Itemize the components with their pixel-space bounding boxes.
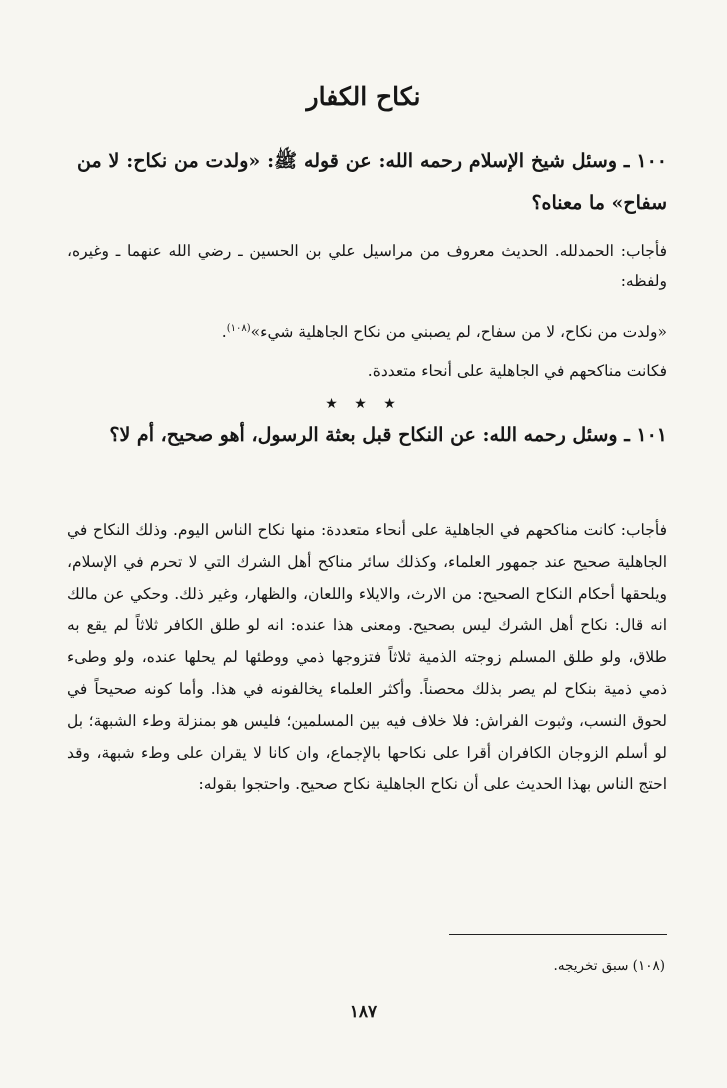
footnote: (١٠٨) سبق تخريجه.	[553, 958, 665, 974]
hadith-quote-text: «ولدت من نكاح، لا من سفاح، لم يصبني من نكاح الجاهلية شيء»	[250, 323, 667, 342]
answer-100-paragraph: فأجاب: الحمدلله. الحديث معروف من مراسيل علي بن الحسين ـ رضي الله عنهما ـ وغيره، ولفظه:	[67, 242, 667, 290]
footnote-reference: (١٠٨)	[226, 323, 251, 334]
answer-101-paragraph	[67, 515, 667, 801]
page-number: ١٨٧	[349, 1002, 378, 1022]
hadith-quote-end: .	[221, 323, 227, 342]
page-title: نكاح الكفار	[306, 82, 421, 111]
footnote-divider	[449, 934, 667, 935]
hadith-quote-line	[67, 314, 667, 347]
question-100-heading: ١٠٠ ـ وسئل شيخ الإسلام رحمه الله: عن قوله ﷺ: «ولدت من نكاح: لا من سفاح» ما معناه؟	[77, 150, 667, 214]
practices-line: فكانت مناكحهم في الجاهلية على أنحاء متعددة.	[367, 362, 667, 380]
section-separator: ★ ★ ★	[325, 396, 402, 412]
answer-101-text: فأجاب: كانت مناكحهم في الجاهلية على أنحاء متعددة: منها نكاح الناس اليوم. وذلك النكاح في الجاهلية صحيح عند جمهور العلماء، وكذلك سائر مناكح أهل الشرك التي لا تحرم في الإسلام، ويلحقها أحكام النكاح الصحيح: من الارث، والايلاء واللعان، والظهار، وغير ذلك. وحكي عن مالك انه قال: نكاح أهل الشرك ليس بصحيح. ومعنى هذا عنده: انه لو طلق الكافر ثلاثاً لم يقع به طلاق، ولو طلق المسلم زوجته الذمية ثلاثاً فتزوجها ذمي ووطئها لم يحلها عنده، ولو وطىء ذمي ذمية بنكاح لم يصر بذلك محصناً. وأكثر العلماء يخالفونه في هذا. وأما كونه صحيحاً في لحوق النسب، وثبوت الفراش: فلا خلاف فيه بين المسلمين؛ فليس هو بمنزلة وطء الشبهة؛ بل لو أسلم الزوجان الكافران أقرا على نكاحها بالإجماع، وان كانا لا يقران على وطء شبهة، وقد احتج الناس بهذا الحديث على أن نكاح الجاهلية نكاح صحيح. واحتجوا بقوله:	[67, 521, 667, 794]
question-101-heading: ١٠١ ـ وسئل رحمه الله: عن النكاح قبل بعثة الرسول، أهو صحيح، أم لا؟	[109, 424, 667, 446]
